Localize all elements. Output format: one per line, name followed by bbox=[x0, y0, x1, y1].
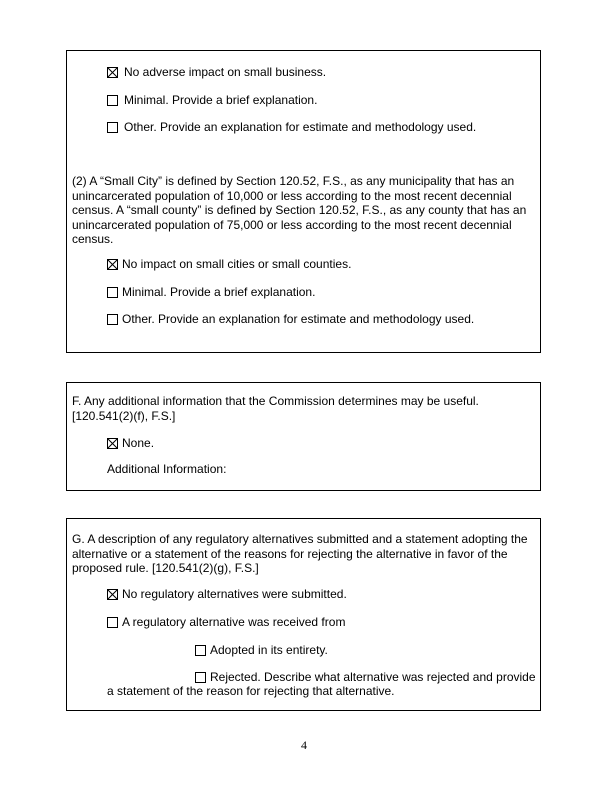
option-label: Minimal. Provide a brief explanation. bbox=[122, 285, 316, 299]
checkbox-empty-icon[interactable] bbox=[195, 645, 206, 656]
option-label: Other. Provide an explanation for estimate and methodology used. bbox=[122, 312, 475, 326]
checkbox-empty-icon[interactable] bbox=[107, 95, 118, 106]
checkbox-empty-icon[interactable] bbox=[107, 287, 118, 298]
option-none bbox=[107, 436, 154, 450]
option-label: Adopted in its entirety. bbox=[210, 643, 328, 657]
option-label: Minimal. Provide a brief explanation. bbox=[124, 93, 318, 107]
option-rejected bbox=[195, 670, 536, 684]
para-line: F. Any additional information that the Commission determines may be useful. bbox=[72, 394, 479, 408]
section-f-heading bbox=[72, 394, 538, 423]
checkbox-empty-icon[interactable] bbox=[107, 617, 118, 628]
option-no-impact-cities bbox=[107, 257, 351, 271]
option-rejected-continuation: a statement of the reason for rejecting that alternative. bbox=[107, 684, 395, 698]
option-other-business bbox=[107, 120, 476, 134]
checkbox-checked-icon[interactable] bbox=[107, 438, 118, 449]
checkbox-empty-icon[interactable] bbox=[195, 672, 206, 683]
para-line: alternative or a statement of the reasons for rejecting the alternative in favor of the bbox=[72, 546, 508, 561]
checkbox-empty-icon[interactable] bbox=[107, 122, 118, 133]
para-line: G. A description of any regulatory alternatives submitted and a statement adopting the bbox=[72, 532, 528, 546]
section-g-heading bbox=[72, 532, 538, 576]
checkbox-checked-icon[interactable] bbox=[107, 259, 118, 270]
para-line: proposed rule. [120.541(2)(g), F.S.] bbox=[72, 561, 259, 575]
page-number: 4 bbox=[301, 738, 307, 752]
option-label: No regulatory alternatives were submitted. bbox=[122, 587, 347, 601]
option-minimal-cities bbox=[107, 285, 315, 299]
option-label: No impact on small cities or small counties. bbox=[122, 257, 352, 271]
option-label: Other. Provide an explanation for estimate and methodology used. bbox=[124, 120, 477, 134]
para-line: unincarcerated population of 75,000 or less according to the most recent decennial bbox=[72, 217, 512, 232]
option-minimal-business bbox=[107, 93, 317, 107]
option-label: No adverse impact on small business. bbox=[124, 65, 327, 79]
option-alternative-received bbox=[107, 615, 345, 629]
para-line: [120.541(2)(f), F.S.] bbox=[72, 408, 176, 423]
option-label: None. bbox=[122, 436, 155, 450]
option-label: Rejected. Describe what alternative was rejected and provide bbox=[210, 670, 536, 684]
additional-information-label: Additional Information: bbox=[107, 462, 227, 476]
option-adopted bbox=[195, 643, 328, 657]
checkbox-checked-icon[interactable] bbox=[107, 589, 118, 600]
small-city-definition bbox=[72, 174, 538, 247]
option-other-cities bbox=[107, 312, 474, 326]
checkbox-empty-icon[interactable] bbox=[107, 314, 118, 325]
para-line: census. A “small county” is defined by Section 120.52, F.S., as any county that has an bbox=[72, 203, 527, 217]
para-line: unincarcerated population of 10,000 or less according to the most recent decennial bbox=[72, 188, 512, 203]
option-label: A regulatory alternative was received from bbox=[122, 615, 346, 629]
para-line: (2) A “Small City” is defined by Section 120.52, F.S., as any municipality that has an bbox=[72, 174, 515, 188]
option-no-alternatives bbox=[107, 587, 347, 601]
para-line: census. bbox=[72, 232, 114, 246]
checkbox-checked-icon[interactable] bbox=[107, 67, 118, 78]
option-no-adverse-impact bbox=[107, 65, 326, 79]
